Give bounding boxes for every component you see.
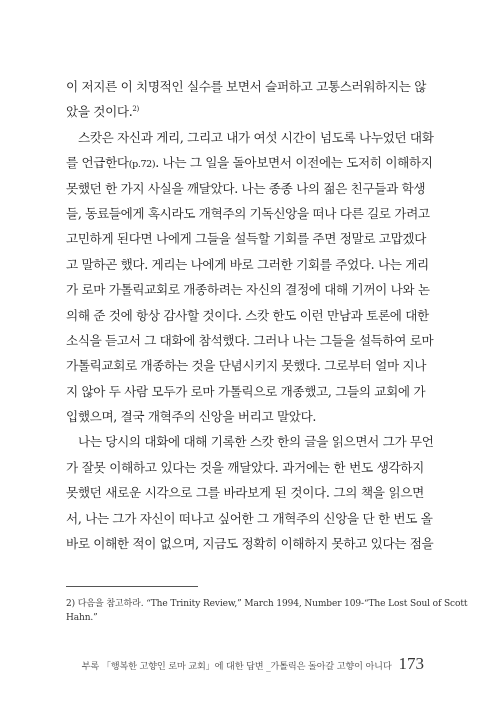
text-line: 못했던 한 가지 사실을 깨달았다. 나는 종종 나의 젊은 친구들과 학생: [66, 180, 426, 196]
text-line: 고 말하곤 했다. 게리는 나에게 바로 그러한 기회를 주었다. 나는 게리: [66, 256, 429, 272]
text-line: 가 잘못 이해하고 있다는 것을 깨달았다. 과거에는 한 번도 생각하지: [66, 459, 424, 475]
running-footer: [82, 654, 424, 674]
text-segment: . 나는 그 일을 돌아보면서 이전에는 도저히 이해하지: [155, 155, 433, 171]
page-reference: (p.72): [128, 159, 156, 171]
footnote-marker: 2): [132, 105, 139, 114]
text-line: 고민하게 된다면 나에게 그들을 설득할 기회를 주면 정말로 고맙겠다: [66, 231, 427, 247]
text-line: [66, 99, 424, 124]
text-line: 이 저지른 이 치명적인 실수를 보면서 슬퍼하고 고통스러워하지는 않: [66, 79, 427, 94]
text-line: 가톨릭교회로 개종하는 것을 단념시키지 못했다. 그로부터 얼마 지나: [66, 358, 427, 374]
footnote-line: 2) 다음을 참고하라. “The Trinity Review,” March 1994, Number 109-“The Lost Soul of Scott: [66, 599, 468, 609]
footnote-line: Hahn.”: [66, 613, 98, 623]
text-line: 바로 이해한 적이 없으며, 지금도 정확히 이해하지 못하고 있다는 점을: [66, 536, 434, 552]
text-line: [66, 125, 434, 150]
text-line: 지 않아 두 사람 모두가 로마 가톨릭으로 개종했고, 그들의 교회에 가: [66, 383, 426, 399]
text-line: 못했던 새로운 시각으로 그를 바라보게 된 것이다. 그의 책을 읽으면: [66, 485, 424, 501]
text-line: 소식을 듣고서 그 대화에 참석했다. 그러나 나는 그들을 설득하여 로마: [66, 332, 434, 348]
text-segment: 스캇은 자신과 게리, 그리고 내가 여섯 시간이 넘도록 나누었던 대화: [78, 129, 434, 145]
text-line: 들, 동료들에게 혹시라도 개혁주의 기독신앙을 떠나 다른 길로 가려고: [66, 205, 430, 221]
text-segment: 를 언급한다: [66, 155, 129, 171]
text-line-content: 았을 것이다.: [66, 104, 133, 120]
text-line: 입했으며, 결국 개혁주의 신앙을 버리고 말았다.: [66, 409, 317, 425]
text-line: 나는 당시의 대화에 대해 기록한 스캇 한의 글을 읽으면서 그가 무언: [78, 434, 434, 450]
text-line: 가 로마 가톨릭교회로 개종하려는 자신의 결정에 대해 기꺼이 나와 논: [66, 282, 430, 298]
footnote-divider: [66, 586, 198, 587]
text-line: [66, 150, 433, 175]
page-number: 173: [398, 654, 424, 673]
footnote: [66, 597, 468, 625]
text-line: 서, 나는 그가 자신이 떠나고 싶어한 그 개혁주의 신앙을 단 한 번도 올: [66, 510, 433, 526]
running-title: 부록 「행복한 고향인 로마 교회」에 대한 답변 _가톨릭은 돌아갈 고향이 아니다: [81, 661, 392, 672]
text-line: 의해 준 것에 항상 감사할 것이다. 스캇 한도 이런 만남과 토론에 대한: [66, 307, 429, 323]
body-text: [66, 74, 434, 556]
